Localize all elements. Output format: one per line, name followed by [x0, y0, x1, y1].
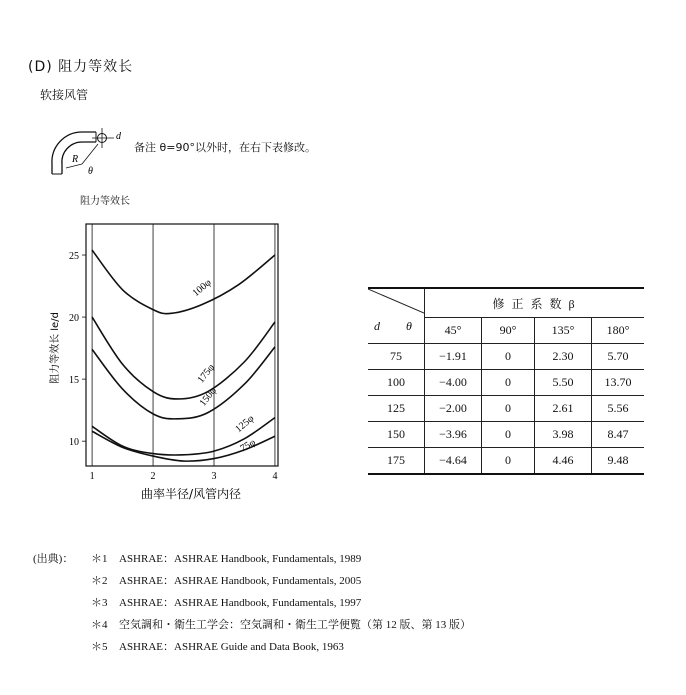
cell: 2.61 [535, 396, 592, 422]
row-d: 100 [368, 370, 425, 396]
table-row [368, 422, 644, 448]
y-tick-label: 25 [69, 251, 79, 263]
plot-frame [86, 224, 278, 466]
angle-header: 135° [535, 318, 592, 344]
source-item [33, 570, 471, 592]
x-tick-label: 2 [150, 471, 156, 482]
x-tick-label: 1 [89, 471, 95, 482]
header-d: d [374, 319, 380, 333]
diagram-label-theta: θ [88, 166, 93, 177]
cell: 9.48 [592, 448, 645, 475]
x-tick-label: 4 [272, 471, 278, 482]
x-axis-label: 曲率半径/风管内径 [140, 487, 242, 501]
series-label: 100φ [190, 277, 214, 299]
cell: −2.00 [425, 396, 482, 422]
source-text: ASHRAE：ASHRAE Guide and Data Book, 1963 [119, 641, 344, 653]
source-item [33, 548, 471, 570]
cell: 3.98 [535, 422, 592, 448]
diagram-label-d: d [116, 131, 121, 142]
source-num: ＊3 [91, 597, 108, 609]
row-d: 150 [368, 422, 425, 448]
sub-title: 软接风管 [40, 88, 89, 102]
source-text: ASHRAE：ASHRAE Handbook, Fundamentals, 1989 [119, 553, 362, 565]
table-row [368, 448, 644, 475]
source-num: ＊2 [91, 575, 108, 587]
series-label: 150φ [197, 385, 220, 409]
cell: −1.91 [425, 344, 482, 370]
table-row [368, 396, 644, 422]
table-row [368, 344, 644, 370]
sources-list [33, 548, 471, 658]
cell: 5.50 [535, 370, 592, 396]
table-title: 修 正 系 数 β [425, 288, 645, 318]
cell: 13.70 [592, 370, 645, 396]
y-tick-label: 15 [69, 375, 79, 387]
series-label: 75φ [238, 437, 258, 455]
chart-caption: 阻力等效长 [80, 196, 130, 207]
cell: 4.46 [535, 448, 592, 475]
cell: 0 [482, 448, 535, 475]
correction-table-wrap [368, 287, 644, 475]
source-text: ASHRAE：ASHRAE Handbook, Fundamentals, 1997 [119, 597, 362, 609]
header-theta: θ [406, 319, 412, 333]
section-title: (D) 阻力等效长 [28, 59, 134, 75]
source-item [33, 636, 471, 658]
angle-header: 45° [425, 318, 482, 344]
table-row [368, 370, 644, 396]
x-tick-label: 3 [211, 471, 217, 482]
cell: 0 [482, 344, 535, 370]
y-tick-label: 20 [69, 313, 79, 325]
series-line [92, 250, 275, 314]
sources-lead: (出典)： [33, 553, 74, 565]
cell: 0 [482, 422, 535, 448]
y-axis-label: 阻力等效长 le/d [50, 312, 61, 384]
cell: 2.30 [535, 344, 592, 370]
row-d: 75 [368, 344, 425, 370]
cell: −4.00 [425, 370, 482, 396]
source-item [33, 592, 471, 614]
series-label: 175φ [195, 362, 218, 386]
cell: 8.47 [592, 422, 645, 448]
cell: 0 [482, 370, 535, 396]
source-num: ＊1 [91, 553, 108, 565]
source-num: ＊4 [91, 619, 108, 631]
cell: 5.56 [592, 396, 645, 422]
source-num: ＊5 [91, 641, 108, 653]
row-d: 125 [368, 396, 425, 422]
corner-diagonal [368, 289, 424, 343]
diagram-label-r: R [72, 154, 79, 165]
flexible-bend-diagram [38, 122, 130, 180]
source-item [33, 614, 471, 636]
row-d: 175 [368, 448, 425, 475]
correction-factor-table [368, 287, 644, 475]
angle-header: 90° [482, 318, 535, 344]
cell: −4.64 [425, 448, 482, 475]
corner-header-cell [368, 288, 425, 344]
source-text: 空気調和・衛生工学会：空気調和・衛生工学便覧（第 12 版、第 13 版） [119, 619, 471, 631]
note-text: 备注 θ=90°以外时，在右下表修改。 [134, 141, 316, 154]
cell: −3.96 [425, 422, 482, 448]
equivalent-length-chart [46, 208, 296, 504]
cell: 0 [482, 396, 535, 422]
y-tick-label: 10 [69, 437, 79, 449]
cell: 5.70 [592, 344, 645, 370]
source-text: ASHRAE：ASHRAE Handbook, Fundamentals, 2005 [119, 575, 362, 587]
series-label: 125φ [233, 413, 257, 435]
angle-header: 180° [592, 318, 645, 344]
